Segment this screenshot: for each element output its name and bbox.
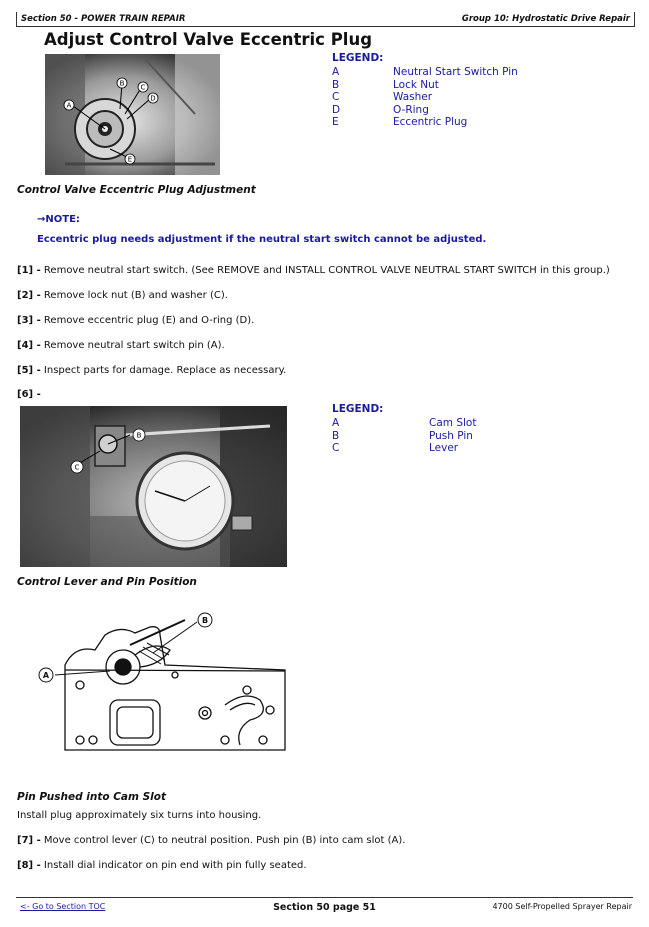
callout-c: C (74, 463, 80, 472)
legend-key: A (332, 66, 340, 78)
step-2 (17, 290, 228, 301)
step-6 (17, 389, 41, 400)
legend-value: Lock Nut (393, 78, 439, 91)
note-text: Eccentric plug needs adjustment if the neutral start switch cannot be adjusted. (37, 234, 487, 245)
step-text: Remove neutral start switch pin (A). (43, 340, 225, 351)
step-3 (17, 315, 254, 326)
step-7 (17, 835, 405, 846)
legend-key: B (332, 78, 340, 91)
step-4 (17, 340, 225, 351)
step-number: [8] - (17, 860, 41, 871)
step-number: [3] - (17, 315, 41, 326)
step-number: [7] - (17, 835, 41, 846)
legend-key: B (332, 429, 340, 442)
legend-value: Lever (429, 442, 459, 455)
step-8 (17, 860, 307, 871)
callout-b: B (119, 79, 125, 88)
step-number: [5] - (17, 365, 41, 376)
step-5 (17, 365, 286, 376)
callout-d: D (150, 94, 156, 103)
legend-value: Neutral Start Switch Pin (393, 66, 518, 78)
section-toc-link[interactable]: <- Go to Section TOC (20, 902, 106, 911)
legend1-row (332, 79, 632, 92)
callout-e: E (127, 155, 133, 164)
legend-key: E (332, 116, 339, 129)
legend1 (332, 66, 632, 129)
note-heading: →NOTE: (37, 214, 80, 225)
page-title: Adjust Control Valve Eccentric Plug (44, 30, 373, 49)
step-1 (17, 265, 610, 276)
dial-indicator-photo (20, 406, 287, 567)
header-group: Group 10: Hydrostatic Drive Repair (461, 14, 630, 24)
figure2-photo (20, 406, 287, 567)
figure1-caption: Control Valve Eccentric Plug Adjustment (17, 184, 256, 196)
install-text: Install plug approximately six turns into housing. (17, 810, 262, 821)
legend1-row (332, 66, 632, 79)
callout-b: B (136, 431, 142, 440)
footer-divider (16, 897, 633, 898)
legend1-row (332, 104, 632, 117)
callout-a: A (66, 101, 72, 110)
eccentric-plug-photo (45, 54, 220, 175)
legend-value: Eccentric Plug (393, 116, 468, 129)
legend1-title: LEGEND: (332, 52, 384, 64)
figure3-caption: Pin Pushed into Cam Slot (17, 791, 166, 803)
callout-a: A (42, 671, 50, 680)
legend-key: D (332, 103, 341, 116)
step-text: Install dial indicator on pin end with pin fully seated. (43, 860, 307, 871)
legend-key: A (332, 417, 340, 429)
step-number: [6] - (17, 389, 41, 400)
step-text: Move control lever (C) to neutral position. Push pin (B) into cam slot (A). (43, 835, 406, 846)
page-header (16, 12, 635, 27)
step-number: [1] - (17, 265, 41, 276)
legend-value: Push Pin (429, 429, 473, 442)
header-section: Section 50 - POWER TRAIN REPAIR (21, 14, 186, 24)
callout-c: C (140, 83, 146, 92)
legend1-row (332, 116, 632, 129)
footer-manual-title: 4700 Self-Propelled Sprayer Repair (492, 902, 632, 911)
step-number: [2] - (17, 290, 41, 301)
legend2-row (332, 417, 632, 430)
figure2-caption: Control Lever and Pin Position (17, 576, 197, 588)
legend2-title: LEGEND: (332, 403, 384, 415)
step-text: Remove eccentric plug (E) and O-ring (D). (43, 315, 255, 326)
legend-value: Washer (393, 91, 433, 104)
cam-slot-diagram (35, 605, 295, 755)
legend-value: Cam Slot (429, 417, 477, 429)
callout-b: B (201, 616, 209, 625)
step-text: Remove neutral start switch. (See REMOVE and INSTALL CONTROL VALVE NEUTRAL START SWITCH in this group.) (43, 265, 610, 276)
step-number: [4] - (17, 340, 41, 351)
step-text: Inspect parts for damage. Replace as necessary. (43, 365, 287, 376)
legend2-row (332, 442, 632, 455)
legend-key: C (332, 91, 340, 104)
legend2-row (332, 430, 632, 443)
step-text: Remove lock nut (B) and washer (C). (43, 290, 228, 301)
legend2 (332, 417, 632, 455)
figure3-drawing (35, 605, 295, 755)
legend-key: C (332, 442, 340, 455)
legend1-row (332, 91, 632, 104)
footer-page-number: Section 50 page 51 (273, 902, 376, 913)
figure1-photo (45, 54, 220, 175)
legend-value: O-Ring (393, 103, 429, 116)
